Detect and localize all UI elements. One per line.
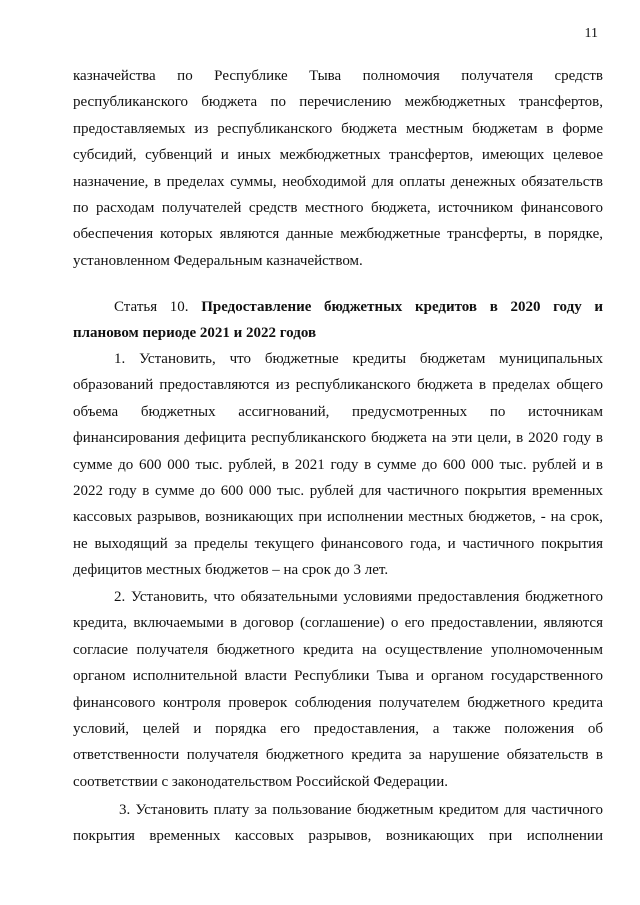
text-line: 3. Установить плату за пользование бюджетным кредитом для частичного bbox=[119, 802, 603, 818]
page-number: 11 bbox=[584, 26, 598, 41]
paragraph-continued bbox=[73, 63, 603, 274]
text-line: кредита, включаемыми в договор (соглашение) о его предоставлении, являются bbox=[73, 615, 603, 632]
text-line: кассовых разрывов, возникающих при исполнении местных бюджетов, - на срок, bbox=[73, 509, 603, 526]
text-line: республиканского бюджета по перечислению межбюджетных трансфертов, bbox=[73, 94, 603, 111]
text-line: условий, целей и порядка его предоставления, а также положения об bbox=[73, 720, 603, 737]
text-line: соответствии с законодательством Российской Федерации. bbox=[73, 773, 448, 790]
paragraph-3 bbox=[73, 797, 603, 850]
text-line: казначейства по Республике Тыва полномочия получателя средств bbox=[73, 68, 603, 84]
text-line: 2022 году в сумме до 600 000 тыс. рублей для частичного покрытия временных bbox=[73, 482, 603, 499]
text-line: ответственности получателя бюджетного кредита за нарушение обязательств в bbox=[73, 747, 603, 764]
text-line: объема бюджетных ассигнований, предусмотренных по источникам bbox=[73, 403, 603, 420]
text-line: согласие получателя бюджетного кредита на осуществление уполномоченным bbox=[73, 641, 603, 658]
text-line: по расходам получателей средств местного бюджета, источником финансового bbox=[73, 199, 603, 216]
text-line: органом исполнительной власти Республики Тыва и органом государственного bbox=[73, 668, 603, 685]
paragraph-1 bbox=[73, 346, 603, 584]
text-line: финансового контроля проверок соблюдения получателем бюджетного кредита bbox=[73, 694, 603, 711]
article-heading bbox=[73, 294, 603, 347]
text-line: образований предоставляются из республиканского бюджета в пределах общего bbox=[73, 377, 603, 394]
article-prefix: Статья 10. bbox=[114, 299, 189, 315]
article-title-line-2: плановом периоде 2021 и 2022 годов bbox=[73, 325, 317, 342]
text-line: финансирования дефицита республиканского бюджета на эти цели, в 2020 году в bbox=[73, 430, 603, 447]
article-heading-line-1 bbox=[73, 294, 603, 320]
text-line: 2. Установить, что обязательными условиями предоставления бюджетного bbox=[114, 589, 603, 605]
text-line: не выходящий за пределы текущего финансового года, и частичного покрытия bbox=[73, 535, 603, 552]
text-line: установленном Федеральным казначейством. bbox=[73, 252, 363, 269]
text-line: покрытия временных кассовых разрывов, возникающих при исполнении bbox=[73, 828, 603, 845]
text-line: предоставляемых из республиканского бюджета местным бюджетам в форме bbox=[73, 120, 603, 137]
text-line: назначение, в пределах суммы, необходимой для оплаты денежных обязательств bbox=[73, 173, 603, 190]
text-line: 1. Установить, что бюджетные кредиты бюджетам муниципальных bbox=[114, 351, 603, 367]
text-line: дефицитов местных бюджетов – на срок до 3 лет. bbox=[73, 562, 389, 579]
text-line: сумме до 600 000 тыс. рублей, в 2021 году в сумме до 600 000 тыс. рублей и в bbox=[73, 456, 603, 473]
text-line: субсидий, субвенций и иных межбюджетных трансфертов, имеющих целевое bbox=[73, 147, 603, 164]
article-title: Предоставление бюджетных кредитов в 2020 году и bbox=[201, 299, 603, 315]
paragraph-2 bbox=[73, 584, 603, 795]
text-line: обеспечения которых являются данные межбюджетные трансферты, в порядке, bbox=[73, 226, 603, 243]
